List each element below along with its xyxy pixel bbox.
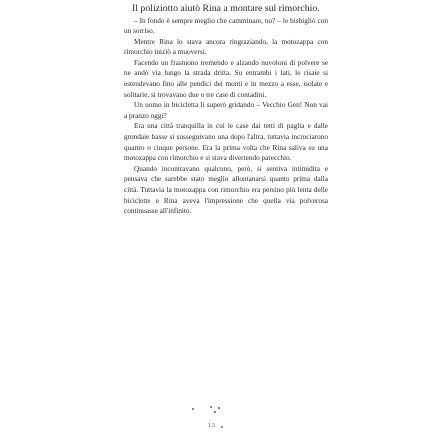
decorative-dots-ornament xyxy=(188,406,228,436)
paragraph: Un uomo in bicicletta li superò gridando – Vecchio Gen! Non vai a pranzo oggi? xyxy=(124,101,328,120)
paragraph: – In fondo è sempre meglio che camminare, no? – le bisbigliò con un sorriso. xyxy=(124,16,328,36)
ornament-dot xyxy=(214,411,216,413)
paragraph-opening: Il poliziotto aiutò Rina a montare sul rimorchio. xyxy=(132,3,320,14)
ornament-dot xyxy=(192,408,194,410)
ornament-dot xyxy=(221,426,223,428)
body-text xyxy=(124,3,328,217)
paragraph: Era una città tranquilla in cui le case dai tetti di paglia e dalle grondaie basse si susseguivano una dopo l'altra, tuttavia incrociarono quattro o cinque persone. Era la prima volta che Rina saliva su una motozappa con rimorchio e si stava divertendo parecchio. xyxy=(124,122,328,163)
paragraph: Quando incontravano qualcuno, però, si sentiva intimidita e pensava che sarebbe stato meglio allontanarsi quanto prima dalla città. Tuttavia la motozappa con rimorchio era persino più lenta delle biciclette e Rina aveva l'impressione che quella via polverosa continuasse all'infinito. xyxy=(124,164,328,216)
ornament-dot xyxy=(218,407,220,409)
ornament-dot xyxy=(210,406,212,408)
paragraph: Mentre Rina lo stava ancora ringraziando, la motozappa con rimorchio iniziò a muoversi. xyxy=(124,37,328,57)
paragraph: Facendo un frastuono tremendo e alzando nuvoloni di polvere se ne andò via lungo la strada dritta. Su entrambi i lati, le risaie si estendevano fino alle pendici dei monti e in mezzo a esse, isolate e solitarie, si trovavano due o tre case di contadini. xyxy=(124,58,328,99)
page-number: 13 xyxy=(208,422,216,429)
